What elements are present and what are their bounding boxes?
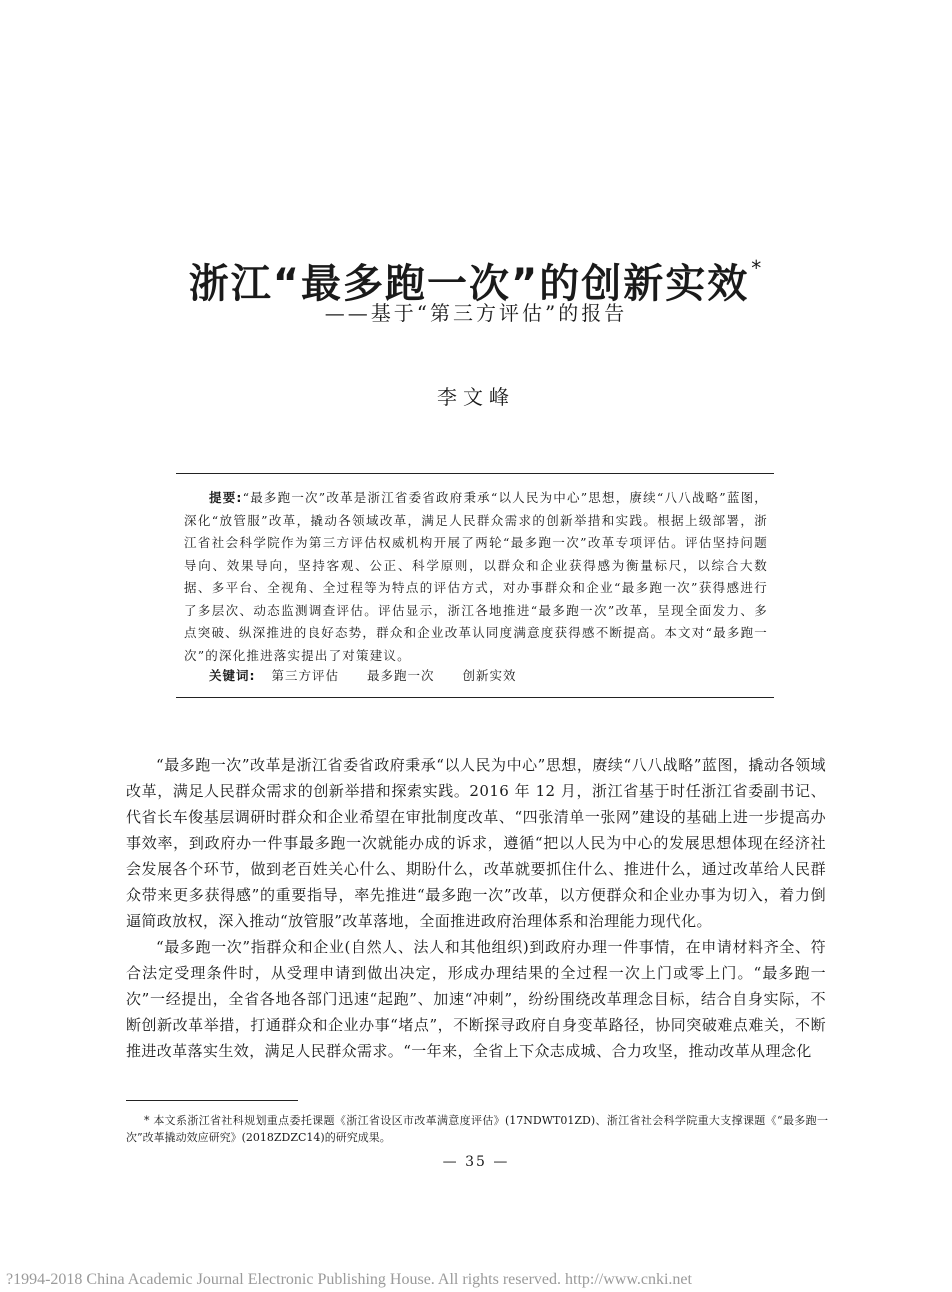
author-name: 李文峰 xyxy=(437,385,515,409)
copyright-watermark: ?1994-2018 China Academic Journal Electronic Publishing House. All rights reserved. http://www.cnki.net xyxy=(6,1271,692,1288)
page-number: — 35 — xyxy=(442,1154,510,1170)
abstract-block xyxy=(184,487,768,667)
body-paragraph: “最多跑一次”指群众和企业(自然人、法人和其他组织)到政府办理一件事情，在申请材料齐全、符合法定受理条件时，从受理申请到做出决定，形成办理结果的全过程一次上门或零上门。“最多跑一次”一经提出，全省各地各部门迅速“起跑”、加速“冲刺”，纷纷围绕改革理念目标，结合自身实际，不断创新改革举措，打通群众和企业办事“堵点”，不断探寻政府自身变革路径，协同突破难点难关，不断推进改革落实生效，满足人民群众需求。“一年来，全省上下众志成城、合力攻坚，推动改革从理念化 xyxy=(126,938,826,1060)
title-footnote-marker: * xyxy=(751,256,764,280)
footnote-text: * 本文系浙江省社科规划重点委托课题《浙江省设区市改革满意度评估》(17NDWT01ZD)、浙江省社会科学院重大支撑课题《“最多跑一次”改革撬动效应研究》(2018ZDZC14)的研究成果。 xyxy=(126,1114,828,1144)
keyword-item: 创新实效 xyxy=(462,668,517,683)
abstract-label: 提要: xyxy=(209,490,243,505)
abstract-bottom-rule xyxy=(176,697,774,698)
keyword-item: 第三方评估 xyxy=(271,668,340,683)
footnote xyxy=(126,1112,828,1146)
title-text: 浙江“最多跑一次”的创新实效 xyxy=(188,261,750,307)
keywords-block xyxy=(209,665,529,687)
body-text xyxy=(126,752,826,1064)
keywords-label: 关键词: xyxy=(209,668,256,683)
paper-subtitle: ——基于“第三方评估”的报告 xyxy=(324,301,628,325)
abstract-text: “最多跑一次”改革是浙江省委省政府秉承“以人民为中心”思想，赓续“八八战略”蓝图，深化“放管服”改革，撬动各领域改革，满足人民群众需求的创新举措和实践。根据上级部署，浙江省社会科学院作为第三方评估权威机构开展了两轮“最多跑一次”改革专项评估。评估坚持问题导向、效果导向，坚持客观、公正、科学原则，以群众和企业获得感为衡量标尺，以综合大数据、多平台、全视角、全过程等为特点的评估方式，对办事群众和企业“最多跑一次”获得感进行了多层次、动态监测调查评估。评估显示，浙江各地推进“最多跑一次”改革，呈现全面发力、多点突破、纵深推进的良好态势，群众和企业改革认同度满意度获得感不断提高。本文对“最多跑一次”的深化推进落实提出了对策建议。 xyxy=(184,490,768,663)
footnote-rule xyxy=(126,1100,298,1101)
keyword-item: 最多跑一次 xyxy=(367,668,435,683)
abstract-top-rule xyxy=(176,473,774,474)
body-paragraph: “最多跑一次”改革是浙江省委省政府秉承“以人民为中心”思想，赓续“八八战略”蓝图，撬动各领域改革，满足人民群众需求的创新举措和探索实践。2016 年 12 月，浙江省基于时任浙江省委副书记、代省长车俊基层调研时群众和企业希望在审批制度改革、“四张清单一张网”建设的基础上进一步提高办事效率，到政府办一件事最多跑一次就能办成的诉求，遵循“把以人民为中心的发展思想体现在经济社会发展各个环节，做到老百姓关心什么、期盼什么，改革就要抓住什么、推进什么，通过改革给人民群众带来更多获得感”的重要指导，率先推进“最多跑一次”改革，以方便群众和企业办事为切入，着力倒逼简政放权，深入推动“放管服”改革落地，全面推进政府治理体系和治理能力现代化。 xyxy=(126,756,826,930)
